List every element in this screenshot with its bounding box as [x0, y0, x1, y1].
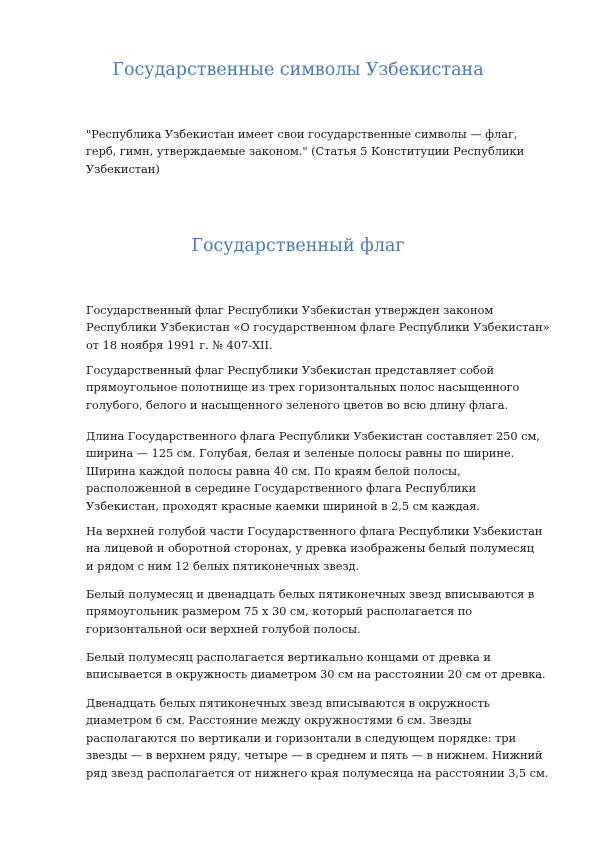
paragraph-line: Республики Узбекистан «О государственном флаге Республики Узбекистан»: [86, 320, 550, 335]
paragraph-line: Государственный флаг Республики Узбекистан утвержден законом: [86, 303, 494, 317]
paragraph-line: от 18 ноября 1991 г. № 407-XII.: [86, 337, 273, 352]
paragraph-line: расположенной в середине Государственного флага Республики: [86, 481, 477, 496]
paragraph-crescent-position: [86, 649, 556, 684]
paragraph-line: диаметром 6 см. Расстояние между окружностями 6 см. Звезды: [86, 713, 472, 728]
paragraph-line: ширина — 125 см. Голубая, белая и зеленые полосы равны по ширине.: [86, 446, 515, 461]
paragraph-line: Белый полумесяц и двенадцать белых пятиконечных звезд вписываются в: [86, 587, 535, 601]
paragraph-law: [86, 302, 556, 354]
paragraph-line: прямоугольник размером 75 х 30 см, который располагается по: [86, 604, 473, 619]
paragraph-line: голубого, белого и насыщенного зеленого цветов во всю длину флага.: [86, 397, 509, 412]
paragraph-line: вписывается в окружность диаметром 30 см на расстоянии 20 см от древка.: [86, 667, 546, 682]
intro-line: "Республика Узбекистан имеет свои государственные символы — флаг,: [86, 127, 518, 141]
paragraph-line: Ширина каждой полосы равна 40 см. По краям белой полосы,: [86, 463, 461, 478]
section-title-flag: Государственный флаг: [191, 236, 405, 256]
paragraph-rectangle: [86, 586, 556, 638]
paragraph-line: и рядом с ним 12 белых пятиконечных звезд.: [86, 558, 360, 573]
paragraph-line: Государственный флаг Республики Узбекистан представляет собой: [86, 363, 495, 377]
document-title: Государственные символы Узбекистана: [112, 60, 484, 80]
paragraph-line: Узбекистан, проходят красные каемки шириной в 2,5 см каждая.: [86, 498, 481, 513]
paragraph-line: ряд звезд располагается от нижнего края полумесяца на расстоянии 3,5 см.: [86, 765, 549, 780]
intro-line: герб, гимн, утверждаемые законом." (Статья 5 Конституции Республики: [86, 144, 525, 159]
paragraph-line: на лицевой и оборотной сторонах, у древка изображены белый полумесяц: [86, 541, 535, 556]
intro-line: Узбекистан): [86, 161, 160, 176]
paragraph-line: Длина Государственного флага Республики Узбекистан составляет 250 см,: [86, 429, 540, 443]
paragraph-dimensions: [86, 428, 556, 515]
paragraph-description: [86, 362, 556, 414]
intro-quote: [86, 126, 556, 178]
paragraph-line: располагаются по вертикали и горизонтали в следующем порядке: три: [86, 730, 517, 745]
paragraph-line: прямоугольное полотнище из трех горизонтальных полос насыщенного: [86, 380, 520, 395]
paragraph-stars-arrangement: [86, 695, 556, 782]
paragraph-line: На верхней голубой части Государственного флага Республики Узбекистан: [86, 524, 543, 538]
paragraph-line: Белый полумесяц располагается вертикально концами от древка и: [86, 650, 491, 664]
paragraph-crescent-stars: [86, 523, 556, 575]
paragraph-line: звезды — в верхнем ряду, четыре — в среднем и пять — в нижнем. Нижний: [86, 748, 543, 763]
paragraph-line: горизонтальной оси верхней голубой полосы.: [86, 621, 361, 636]
paragraph-line: Двенадцать белых пятиконечных звезд вписываются в окружность: [86, 696, 490, 710]
